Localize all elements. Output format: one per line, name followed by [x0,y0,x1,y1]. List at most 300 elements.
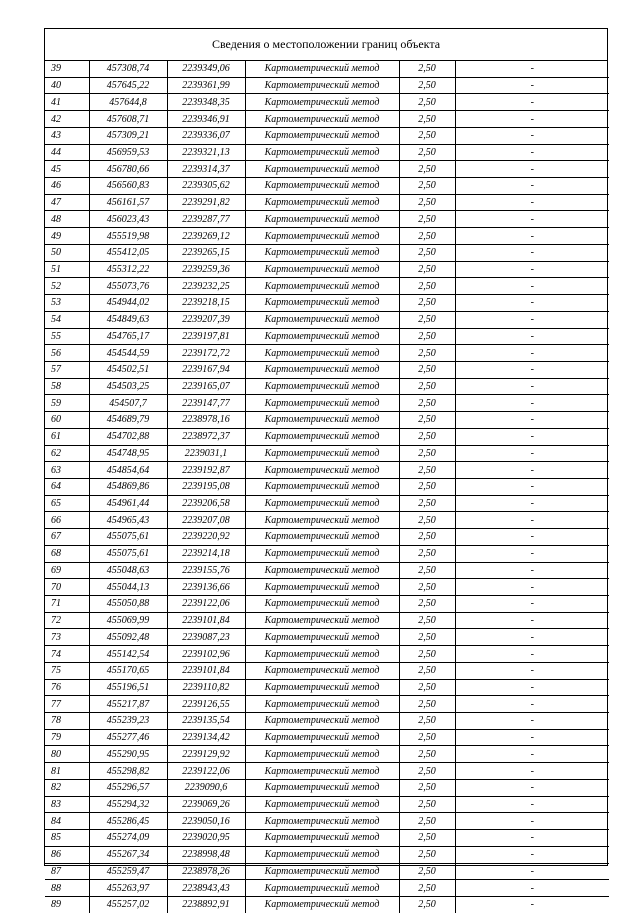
accuracy-cell: 2,50 [399,261,455,278]
accuracy-cell: 2,50 [399,713,455,730]
y-coordinate-cell: 2239232,25 [167,278,245,295]
x-coordinate-cell: 455217,87 [89,696,167,713]
x-coordinate-cell: 455277,46 [89,729,167,746]
y-coordinate-cell: 2239207,39 [167,311,245,328]
note-cell: - [455,796,609,813]
y-coordinate-cell: 2239336,07 [167,127,245,144]
x-coordinate-cell: 455263,97 [89,880,167,897]
accuracy-cell: 2,50 [399,646,455,663]
table-row [45,211,609,228]
accuracy-cell: 2,50 [399,211,455,228]
point-number-cell: 52 [45,278,89,295]
y-coordinate-cell: 2239102,96 [167,646,245,663]
method-cell: Картометрический метод [245,311,399,328]
accuracy-cell: 2,50 [399,545,455,562]
y-coordinate-cell: 2239287,77 [167,211,245,228]
point-number-cell: 61 [45,428,89,445]
x-coordinate-cell: 455073,76 [89,278,167,295]
table-row [45,662,609,679]
y-coordinate-cell: 2239291,82 [167,194,245,211]
accuracy-cell: 2,50 [399,896,455,912]
x-coordinate-cell: 455142,54 [89,646,167,663]
table-row [45,495,609,512]
method-cell: Картометрический метод [245,361,399,378]
point-number-cell: 41 [45,94,89,111]
table-row [45,378,609,395]
note-cell: - [455,194,609,211]
section-title: Сведения о местоположении границ объекта [45,29,607,61]
table-row [45,61,609,77]
note-cell: - [455,61,609,77]
point-number-cell: 73 [45,629,89,646]
point-number-cell: 74 [45,646,89,663]
point-number-cell: 58 [45,378,89,395]
accuracy-cell: 2,50 [399,662,455,679]
x-coordinate-cell: 454765,17 [89,328,167,345]
note-cell: - [455,178,609,195]
method-cell: Картометрический метод [245,679,399,696]
point-number-cell: 40 [45,77,89,94]
note-cell: - [455,512,609,529]
table-row [45,729,609,746]
accuracy-cell: 2,50 [399,612,455,629]
method-cell: Картометрический метод [245,612,399,629]
y-coordinate-cell: 2239136,66 [167,579,245,596]
x-coordinate-cell: 454869,86 [89,478,167,495]
y-coordinate-cell: 2239087,23 [167,629,245,646]
table-body [45,61,609,913]
x-coordinate-cell: 455267,34 [89,846,167,863]
accuracy-cell: 2,50 [399,729,455,746]
x-coordinate-cell: 455286,45 [89,813,167,830]
accuracy-cell: 2,50 [399,244,455,261]
accuracy-cell: 2,50 [399,311,455,328]
note-cell: - [455,596,609,613]
table-row [45,596,609,613]
boundary-points-table [45,61,609,913]
note-cell: - [455,830,609,847]
method-cell: Картометрический метод [245,846,399,863]
x-coordinate-cell: 457644,8 [89,94,167,111]
table-row [45,311,609,328]
note-cell: - [455,77,609,94]
point-number-cell: 84 [45,813,89,830]
method-cell: Картометрический метод [245,428,399,445]
table-row [45,478,609,495]
accuracy-cell: 2,50 [399,846,455,863]
point-number-cell: 46 [45,178,89,195]
method-cell: Картометрический метод [245,94,399,111]
note-cell: - [455,846,609,863]
x-coordinate-cell: 456780,66 [89,161,167,178]
note-cell: - [455,545,609,562]
point-number-cell: 49 [45,228,89,245]
table-row [45,763,609,780]
table-row [45,428,609,445]
y-coordinate-cell: 2239195,08 [167,478,245,495]
note-cell: - [455,378,609,395]
method-cell: Картометрический метод [245,244,399,261]
y-coordinate-cell: 2239090,6 [167,779,245,796]
table-row [45,880,609,897]
x-coordinate-cell: 455239,23 [89,713,167,730]
accuracy-cell: 2,50 [399,144,455,161]
accuracy-cell: 2,50 [399,629,455,646]
table-row [45,579,609,596]
x-coordinate-cell: 455412,05 [89,244,167,261]
table-row [45,161,609,178]
point-number-cell: 71 [45,596,89,613]
method-cell: Картометрический метод [245,194,399,211]
x-coordinate-cell: 454849,63 [89,311,167,328]
point-number-cell: 66 [45,512,89,529]
y-coordinate-cell: 2239134,42 [167,729,245,746]
method-cell: Картометрический метод [245,462,399,479]
note-cell: - [455,445,609,462]
x-coordinate-cell: 455044,13 [89,579,167,596]
point-number-cell: 75 [45,662,89,679]
accuracy-cell: 2,50 [399,863,455,880]
point-number-cell: 59 [45,395,89,412]
y-coordinate-cell: 2239135,54 [167,713,245,730]
x-coordinate-cell: 454689,79 [89,412,167,429]
note-cell: - [455,713,609,730]
accuracy-cell: 2,50 [399,428,455,445]
y-coordinate-cell: 2239101,84 [167,612,245,629]
x-coordinate-cell: 455274,09 [89,830,167,847]
point-number-cell: 72 [45,612,89,629]
accuracy-cell: 2,50 [399,763,455,780]
note-cell: - [455,295,609,312]
x-coordinate-cell: 454748,95 [89,445,167,462]
method-cell: Картометрический метод [245,796,399,813]
accuracy-cell: 2,50 [399,596,455,613]
y-coordinate-cell: 2239172,72 [167,345,245,362]
note-cell: - [455,211,609,228]
y-coordinate-cell: 2239197,81 [167,328,245,345]
y-coordinate-cell: 2239126,55 [167,696,245,713]
accuracy-cell: 2,50 [399,278,455,295]
point-number-cell: 86 [45,846,89,863]
x-coordinate-cell: 455196,51 [89,679,167,696]
table-row [45,562,609,579]
note-cell: - [455,679,609,696]
table-row [45,545,609,562]
method-cell: Картометрический метод [245,127,399,144]
x-coordinate-cell: 456959,53 [89,144,167,161]
method-cell: Картометрический метод [245,395,399,412]
method-cell: Картометрический метод [245,61,399,77]
method-cell: Картометрический метод [245,629,399,646]
note-cell: - [455,863,609,880]
point-number-cell: 77 [45,696,89,713]
y-coordinate-cell: 2239305,62 [167,178,245,195]
accuracy-cell: 2,50 [399,111,455,128]
note-cell: - [455,763,609,780]
method-cell: Картометрический метод [245,211,399,228]
y-coordinate-cell: 2239020,95 [167,830,245,847]
accuracy-cell: 2,50 [399,830,455,847]
table-row [45,261,609,278]
accuracy-cell: 2,50 [399,395,455,412]
x-coordinate-cell: 455050,88 [89,596,167,613]
point-number-cell: 50 [45,244,89,261]
accuracy-cell: 2,50 [399,562,455,579]
y-coordinate-cell: 2239349,06 [167,61,245,77]
table-row [45,77,609,94]
y-coordinate-cell: 2238978,16 [167,412,245,429]
x-coordinate-cell: 455075,61 [89,545,167,562]
accuracy-cell: 2,50 [399,696,455,713]
point-number-cell: 45 [45,161,89,178]
accuracy-cell: 2,50 [399,412,455,429]
note-cell: - [455,228,609,245]
point-number-cell: 39 [45,61,89,77]
y-coordinate-cell: 2239269,12 [167,228,245,245]
note-cell: - [455,94,609,111]
x-coordinate-cell: 455069,99 [89,612,167,629]
point-number-cell: 76 [45,679,89,696]
x-coordinate-cell: 454965,43 [89,512,167,529]
method-cell: Картометрический метод [245,529,399,546]
point-number-cell: 69 [45,562,89,579]
method-cell: Картометрический метод [245,445,399,462]
note-cell: - [455,746,609,763]
note-cell: - [455,144,609,161]
y-coordinate-cell: 2238998,48 [167,846,245,863]
method-cell: Картометрический метод [245,545,399,562]
y-coordinate-cell: 2238892,91 [167,896,245,912]
accuracy-cell: 2,50 [399,529,455,546]
table-row [45,813,609,830]
method-cell: Картометрический метод [245,161,399,178]
x-coordinate-cell: 455290,95 [89,746,167,763]
accuracy-cell: 2,50 [399,880,455,897]
method-cell: Картометрический метод [245,763,399,780]
y-coordinate-cell: 2239167,94 [167,361,245,378]
note-cell: - [455,562,609,579]
accuracy-cell: 2,50 [399,194,455,211]
accuracy-cell: 2,50 [399,295,455,312]
x-coordinate-cell: 455312,22 [89,261,167,278]
table-row [45,529,609,546]
method-cell: Картометрический метод [245,830,399,847]
point-number-cell: 83 [45,796,89,813]
x-coordinate-cell: 454702,88 [89,428,167,445]
table-row [45,445,609,462]
table-row [45,361,609,378]
y-coordinate-cell: 2239050,16 [167,813,245,830]
point-number-cell: 87 [45,863,89,880]
point-number-cell: 62 [45,445,89,462]
point-number-cell: 81 [45,763,89,780]
x-coordinate-cell: 455048,63 [89,562,167,579]
accuracy-cell: 2,50 [399,462,455,479]
note-cell: - [455,629,609,646]
note-cell: - [455,646,609,663]
x-coordinate-cell: 457308,74 [89,61,167,77]
note-cell: - [455,729,609,746]
y-coordinate-cell: 2239031,1 [167,445,245,462]
note-cell: - [455,529,609,546]
x-coordinate-cell: 455259,47 [89,863,167,880]
y-coordinate-cell: 2239346,91 [167,111,245,128]
point-number-cell: 43 [45,127,89,144]
table-row [45,94,609,111]
point-number-cell: 56 [45,345,89,362]
accuracy-cell: 2,50 [399,161,455,178]
point-number-cell: 48 [45,211,89,228]
method-cell: Картометрический метод [245,111,399,128]
point-number-cell: 68 [45,545,89,562]
note-cell: - [455,779,609,796]
point-number-cell: 60 [45,412,89,429]
y-coordinate-cell: 2239122,06 [167,763,245,780]
table-row [45,512,609,529]
note-cell: - [455,244,609,261]
note-cell: - [455,495,609,512]
x-coordinate-cell: 456161,57 [89,194,167,211]
table-row [45,796,609,813]
method-cell: Картометрический метод [245,696,399,713]
table-row [45,144,609,161]
table-row [45,679,609,696]
x-coordinate-cell: 455298,82 [89,763,167,780]
method-cell: Картометрический метод [245,295,399,312]
x-coordinate-cell: 455075,61 [89,529,167,546]
table-row [45,863,609,880]
note-cell: - [455,161,609,178]
y-coordinate-cell: 2239110,82 [167,679,245,696]
accuracy-cell: 2,50 [399,679,455,696]
note-cell: - [455,612,609,629]
method-cell: Картометрический метод [245,228,399,245]
point-number-cell: 63 [45,462,89,479]
table-row [45,830,609,847]
note-cell: - [455,345,609,362]
point-number-cell: 80 [45,746,89,763]
point-number-cell: 67 [45,529,89,546]
x-coordinate-cell: 454944,02 [89,295,167,312]
method-cell: Картометрический метод [245,646,399,663]
x-coordinate-cell: 455257,02 [89,896,167,912]
accuracy-cell: 2,50 [399,746,455,763]
x-coordinate-cell: 454854,64 [89,462,167,479]
method-cell: Картометрический метод [245,278,399,295]
method-cell: Картометрический метод [245,596,399,613]
x-coordinate-cell: 455170,65 [89,662,167,679]
point-number-cell: 53 [45,295,89,312]
accuracy-cell: 2,50 [399,61,455,77]
x-coordinate-cell: 454544,59 [89,345,167,362]
x-coordinate-cell: 457645,22 [89,77,167,94]
accuracy-cell: 2,50 [399,512,455,529]
y-coordinate-cell: 2239314,37 [167,161,245,178]
method-cell: Картометрический метод [245,328,399,345]
note-cell: - [455,111,609,128]
y-coordinate-cell: 2239129,92 [167,746,245,763]
note-cell: - [455,696,609,713]
accuracy-cell: 2,50 [399,361,455,378]
table-row [45,713,609,730]
y-coordinate-cell: 2239147,77 [167,395,245,412]
method-cell: Картометрический метод [245,261,399,278]
table-row [45,696,609,713]
x-coordinate-cell: 456023,43 [89,211,167,228]
y-coordinate-cell: 2239069,26 [167,796,245,813]
accuracy-cell: 2,50 [399,796,455,813]
table-row [45,111,609,128]
note-cell: - [455,462,609,479]
method-cell: Картометрический метод [245,77,399,94]
x-coordinate-cell: 454502,51 [89,361,167,378]
accuracy-cell: 2,50 [399,445,455,462]
y-coordinate-cell: 2239165,07 [167,378,245,395]
y-coordinate-cell: 2239361,99 [167,77,245,94]
x-coordinate-cell: 455092,48 [89,629,167,646]
method-cell: Картометрический метод [245,478,399,495]
note-cell: - [455,361,609,378]
point-number-cell: 89 [45,896,89,912]
method-cell: Картометрический метод [245,813,399,830]
note-cell: - [455,278,609,295]
point-number-cell: 57 [45,361,89,378]
table-row [45,345,609,362]
y-coordinate-cell: 2239101,84 [167,662,245,679]
method-cell: Картометрический метод [245,713,399,730]
y-coordinate-cell: 2239218,15 [167,295,245,312]
point-number-cell: 54 [45,311,89,328]
accuracy-cell: 2,50 [399,478,455,495]
table-row [45,244,609,261]
point-number-cell: 44 [45,144,89,161]
x-coordinate-cell: 455294,32 [89,796,167,813]
point-number-cell: 70 [45,579,89,596]
table-row [45,746,609,763]
method-cell: Картометрический метод [245,378,399,395]
point-number-cell: 78 [45,713,89,730]
method-cell: Картометрический метод [245,579,399,596]
x-coordinate-cell: 457309,21 [89,127,167,144]
note-cell: - [530,899,534,911]
note-cell: - [455,395,609,412]
point-number-cell: 47 [45,194,89,211]
method-cell: Картометрический метод [245,495,399,512]
table-row [45,178,609,195]
accuracy-cell: 2,50 [399,127,455,144]
y-coordinate-cell: 2239207,08 [167,512,245,529]
point-number-cell: 88 [45,880,89,897]
note-cell: - [455,428,609,445]
accuracy-cell: 2,50 [399,779,455,796]
point-number-cell: 51 [45,261,89,278]
y-coordinate-cell: 2238972,37 [167,428,245,445]
table-row [45,846,609,863]
note-cell: - [455,579,609,596]
table-row [45,462,609,479]
table-row [45,629,609,646]
accuracy-cell: 2,50 [399,378,455,395]
y-coordinate-cell: 2239265,15 [167,244,245,261]
method-cell: Картометрический метод [245,863,399,880]
table-row [45,646,609,663]
note-cell: - [455,328,609,345]
point-number-cell: 65 [45,495,89,512]
method-cell: Картометрический метод [245,562,399,579]
accuracy-cell: 2,50 [399,579,455,596]
y-coordinate-cell: 2238978,26 [167,863,245,880]
point-number-cell: 64 [45,478,89,495]
